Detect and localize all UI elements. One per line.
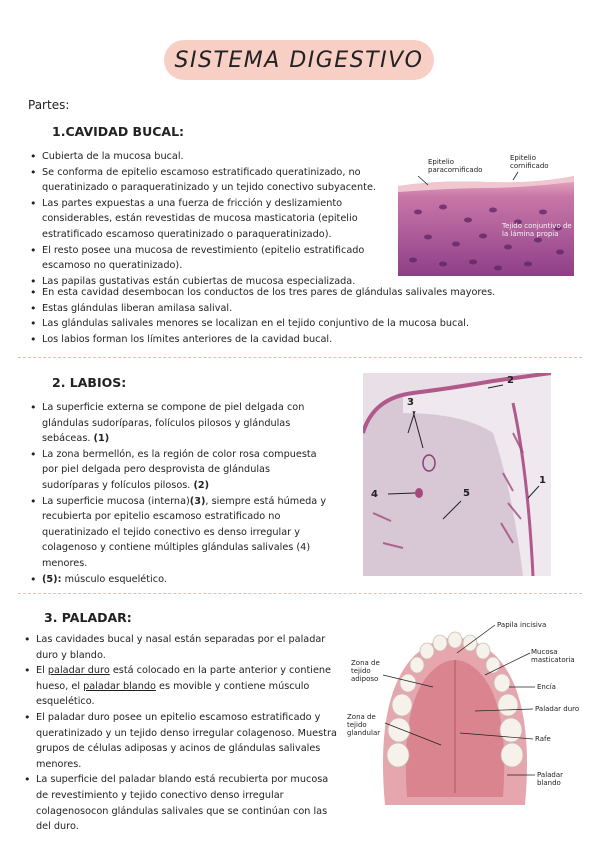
list-item: • Las partes expuestas a una fuerza de fricción y deslizamiento considerables, están revestidas de mucosa masticatoria (epitelio estratificado escamoso queratinizado o paraqueratinizado). <box>30 196 390 243</box>
section2-list <box>30 400 330 587</box>
list-item: • El resto posee una mucosa de revestimiento (epitelio estratificado escamoso no queratinizado). <box>30 243 390 274</box>
list-item: • Las cavidades bucal y nasal están separadas por el paladar duro y blando. <box>24 632 340 663</box>
list-item: • La zona bermellón, es la región de color rosa compuesta por piel delgada pero desprovista de glándulas sudoríparas y folículos pilosos. (2) <box>30 447 330 494</box>
list-item: • Cubierta de la mucosa bucal. <box>30 149 390 165</box>
label-raphe: Rafe <box>535 735 551 743</box>
list-item: • La superficie mucosa (interna)(3), siempre está húmeda y recubierta por epitelio escamoso estratificado no queratinizado el tejido conectivo es denso irregular y colagenoso y contiene múltiples glándulas salivales (4) menores. <box>30 494 330 572</box>
label-masticatory-mucosa: Mucosa masticatoria <box>531 648 575 664</box>
list-item: • El paladar duro está colocado en la parte anterior y contiene hueso, el paladar blando es movible y contiene músculo esquelético. <box>24 663 340 710</box>
section3-list <box>24 632 340 835</box>
label-incisive-papilla: Papila incisiva <box>497 621 547 629</box>
marker-1: 1 <box>539 475 546 486</box>
divider <box>18 357 582 358</box>
section1-list-cont <box>30 285 570 347</box>
list-item: • Se conforma de epitelio escamoso estratificado queratinizado, no queratinizado o paraqueratinizado y un tejido conectivo subyacente. <box>30 165 390 196</box>
marker-2: 2 <box>507 375 514 386</box>
list-item: • Los labios forman los límites anteriores de la cavidad bucal. <box>30 332 570 348</box>
histology-image-oral-epithelium <box>398 152 574 276</box>
label-glandular-zone: Zona de tejido glandular <box>347 713 381 737</box>
title-banner <box>164 40 434 80</box>
list-item: • Estas glándulas liberan amilasa salival. <box>30 301 570 317</box>
label-adipose-zone: Zona de tejido adiposo <box>351 659 380 683</box>
marker-5: 5 <box>463 488 470 499</box>
list-item: • Las papilas gustativas están cubiertas de mucosa especializada. <box>30 274 390 290</box>
label-soft-palate: Paladar blando <box>537 771 564 787</box>
histology-image-lip <box>363 373 551 576</box>
parts-label: Partes: <box>28 98 70 112</box>
label-connective: Tejido conjuntivo de la lámina propia <box>502 222 572 238</box>
label-hard-palate: Paladar duro <box>535 705 580 713</box>
label-gingiva: Encía <box>537 683 556 691</box>
divider <box>18 593 582 594</box>
list-item: • La superficie del paladar blando está recubierta por mucosa de revestimiento y tejido conectivo denso irregular colagenosocon glándulas salivales que se continúan con las del duro. <box>24 772 340 834</box>
marker-3: 3 <box>407 397 414 408</box>
palate-diagram <box>345 615 585 825</box>
list-item: • El paladar duro posee un epitelio escamoso estratificado y queratinizado y un tejido denso irregular colagenoso. Muestra grupos de células adiposas y acinos de glándulas salivales menores. <box>24 710 340 772</box>
section1-list <box>30 149 390 289</box>
list-item: • Las glándulas salivales menores se localizan en el tejido conjuntivo de la mucosa bucal. <box>30 316 570 332</box>
section2-heading: 2. LABIOS: <box>52 375 127 390</box>
label-paracornified: Epitelio paracornificado <box>428 158 483 174</box>
section3-heading: 3. PALADAR: <box>44 610 132 625</box>
marker-4: 4 <box>371 489 378 500</box>
page-title: SISTEMA DIGESTIVO <box>174 47 424 73</box>
list-item: • (5): músculo esquelético. <box>30 572 330 588</box>
list-item: • En esta cavidad desembocan los conductos de los tres pares de glándulas salivales mayores. <box>30 285 570 301</box>
label-cornified: Epitelio cornificado <box>510 154 549 170</box>
section1-heading: 1.CAVIDAD BUCAL: <box>52 124 185 139</box>
list-item: • La superficie externa se compone de piel delgada con glándulas sudoríparas, folículos pilosos y glándulas sebáceas. (1) <box>30 400 330 447</box>
